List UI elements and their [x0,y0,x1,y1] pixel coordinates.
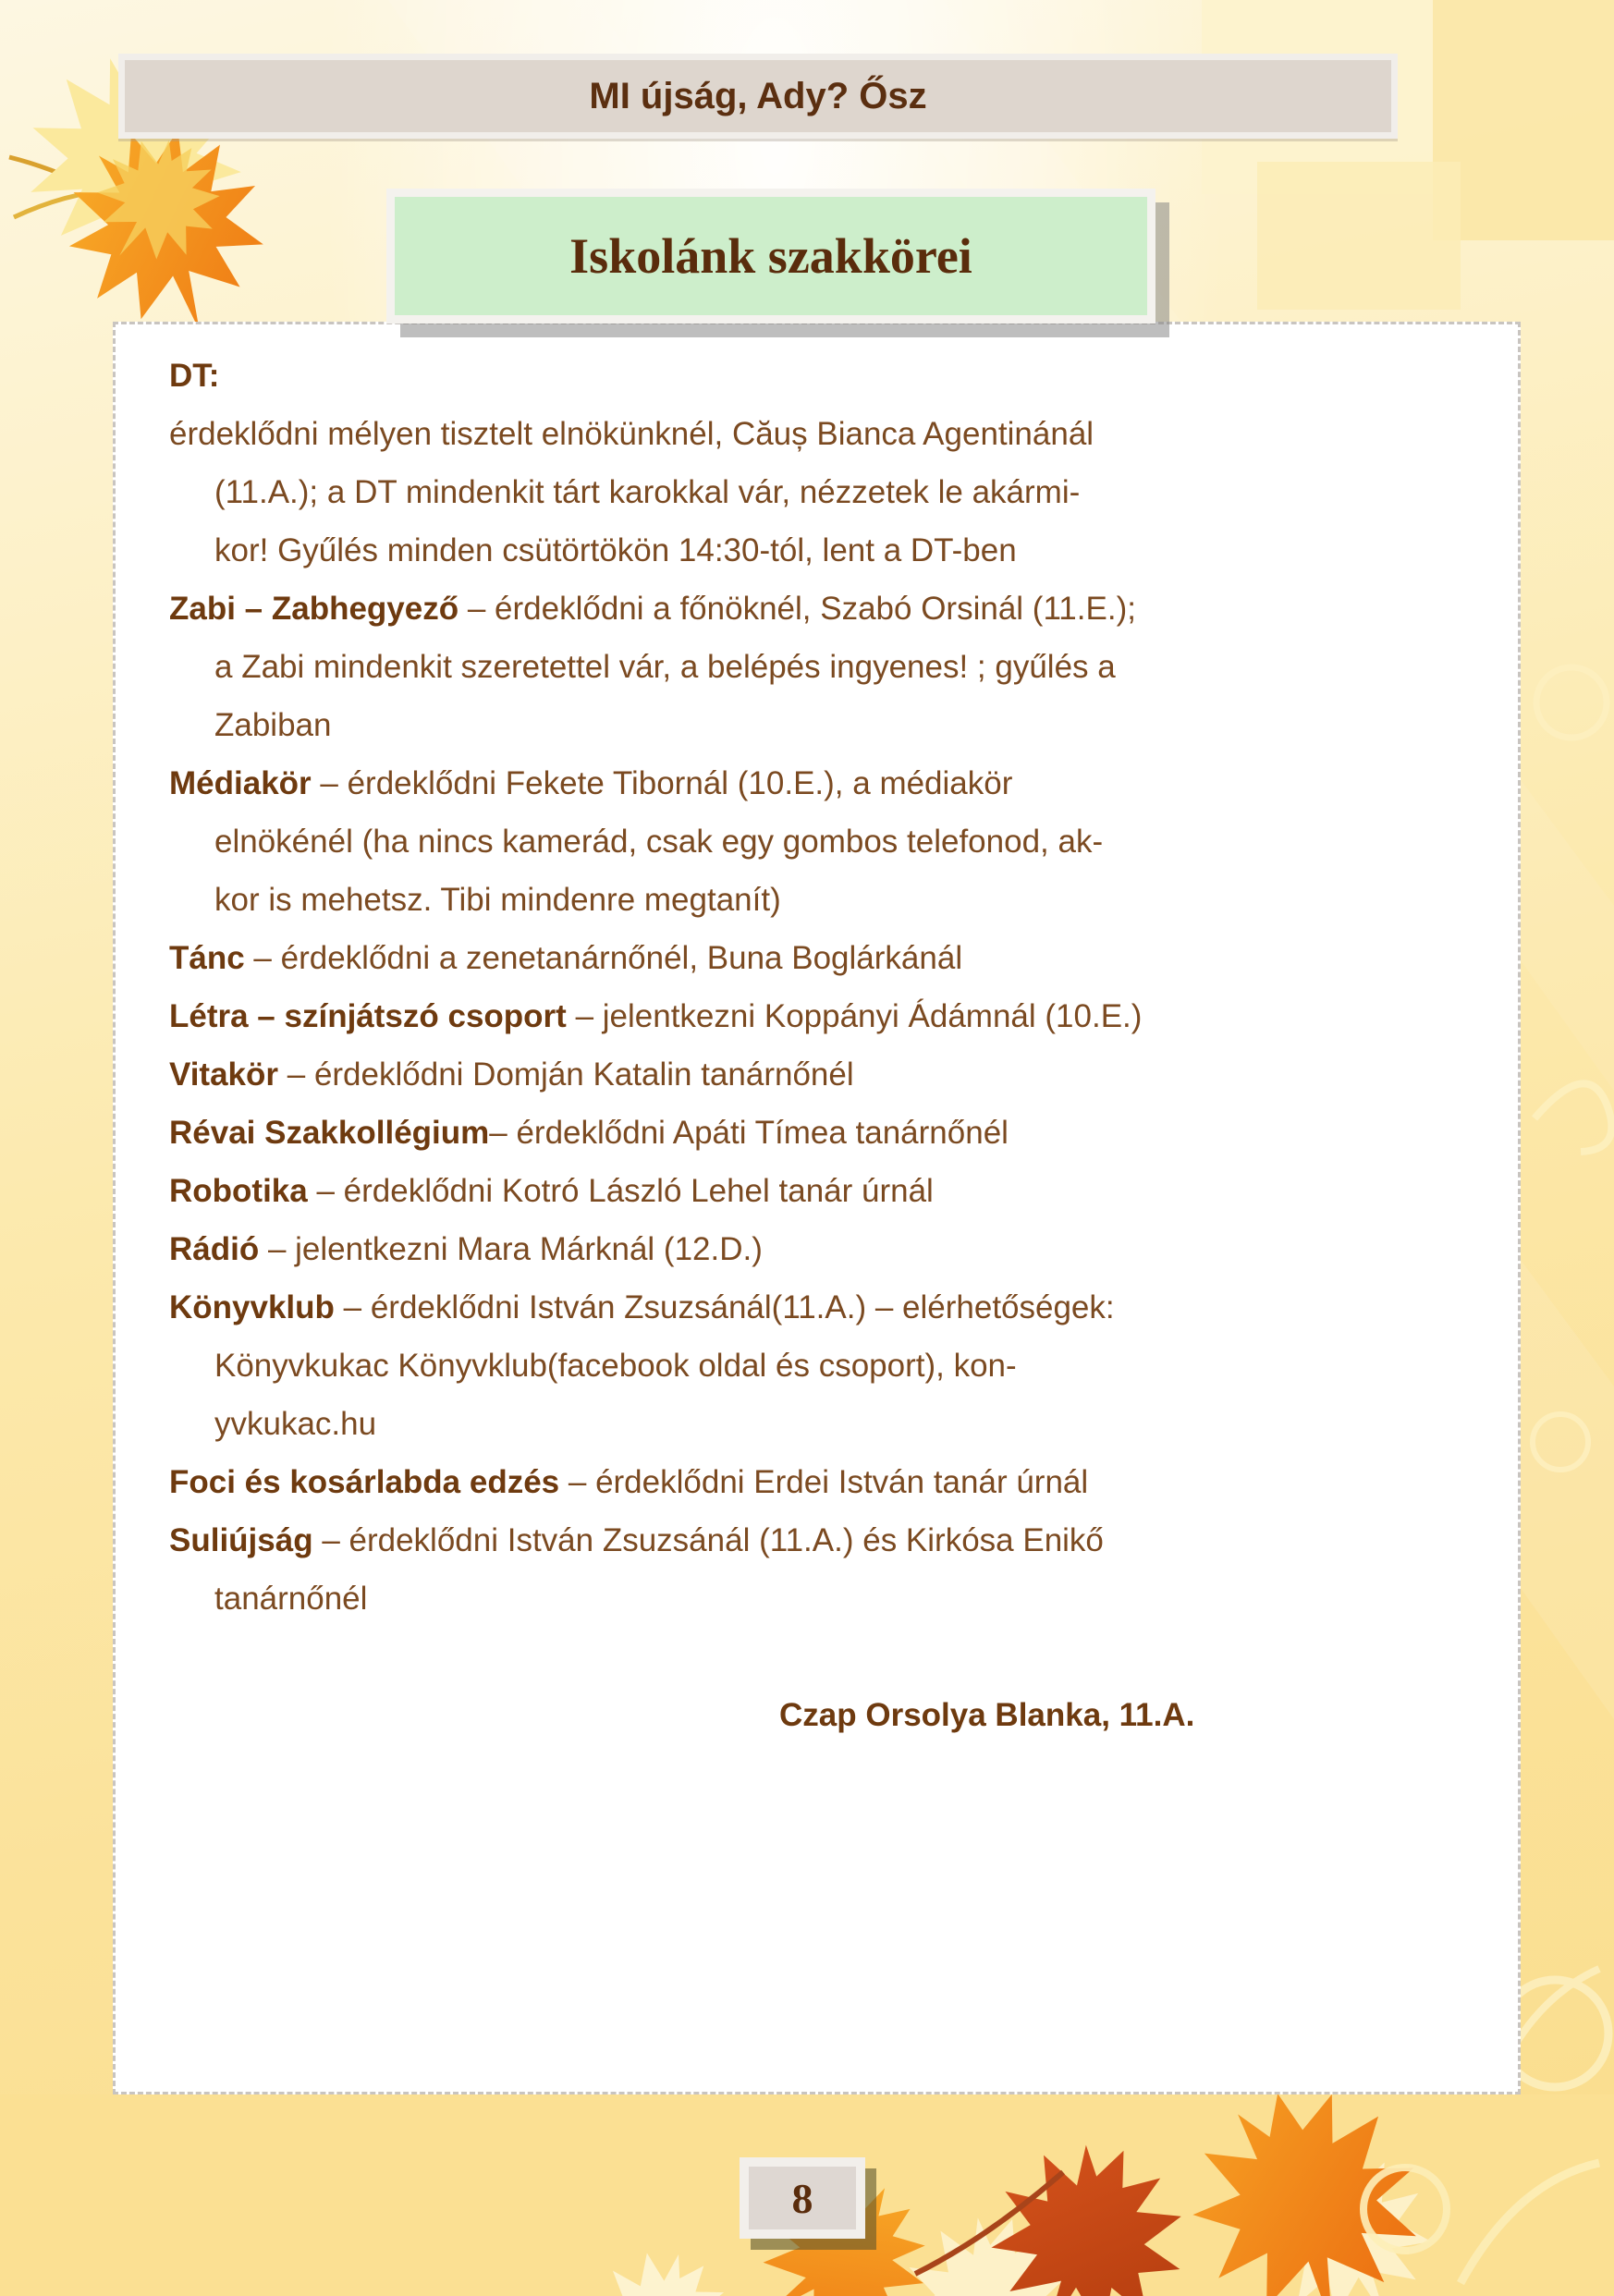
club-name: DT: [169,358,220,394]
text-line [169,1569,1194,1628]
text-line [169,1453,1194,1511]
club-name: Zabi – Zabhegyező [169,591,468,627]
page-header [118,54,1398,139]
club-info: Zabiban [214,707,332,743]
club-name: Révai Szakkollégium [169,1115,490,1151]
club-name: Médiakör [169,765,321,801]
text-line [169,463,1194,521]
club-info: – érdeklődni Domján Katalin tanárnőnél [287,1056,854,1093]
text-line [169,871,1194,929]
club-info: – jelentkezni Koppányi Ádámnál (10.E.) [575,998,1143,1034]
content-box [113,322,1521,2094]
club-info: – érdeklődni Erdei István tanár úrnál [568,1464,1089,1500]
club-info: a Zabi mindenkit szeretettel vár, a belépés ingyenes! ; gyűlés a [214,649,1116,685]
club-info: – érdeklődni a zenetanárnőnél, Buna Boglárkánál [253,940,963,976]
text-line [169,1511,1194,1569]
text-line [169,521,1194,580]
club-info: elnökénél (ha nincs kamerád, csak egy gombos telefonod, ak- [214,824,1104,860]
club-info: – érdeklődni Kotró László Lehel tanár úrnál [316,1173,934,1209]
text-line [169,1045,1194,1104]
club-name: Könyvklub [169,1289,344,1325]
text-line [169,1395,1194,1453]
section-title-box [386,189,1155,324]
club-info: – érdeklődni István Zsuzsánál(11.A.) – elérhetőségek: [343,1289,1115,1325]
club-info: tanárnőnél [214,1581,368,1617]
club-info: – jelentkezni Mara Márknál (12.D.) [267,1231,763,1267]
text-line [169,812,1194,871]
text-line [169,347,1194,405]
club-name: Foci és kosárlabda edzés [169,1464,569,1500]
text-line [169,405,1194,463]
club-info: – érdeklődni István Zsuzsánál (11.A.) és Kirkósa Enikő [322,1522,1104,1558]
club-name: Suliújság [169,1522,323,1558]
club-info: kor! Gyűlés minden csütörtökön 14:30-tól, lent a DT-ben [214,532,1017,568]
text-line [169,929,1194,987]
club-info: kor is mehetsz. Tibi mindenre megtanít) [214,882,781,918]
page-number: 8 [791,2174,813,2222]
page-number-box [740,2157,865,2239]
page-header-title: MI újság, Ady? Ősz [589,75,927,116]
club-name: Vitakör [169,1056,287,1093]
club-info: Könyvkukac Könyvklub(facebook oldal és csoport), kon- [214,1348,1017,1384]
club-info: yvkukac.hu [214,1406,377,1442]
club-name: Robotika [169,1173,317,1209]
club-info: – érdeklődni Apáti Tímea tanárnőnél [489,1115,1009,1151]
club-info: – érdeklődni Fekete Tibornál (10.E.), a médiakör [320,765,1013,801]
signature: Czap Orsolya Blanka, 11.A. [779,1697,1195,1733]
text-line [169,987,1194,1045]
section-title: Iskolánk szakkörei [569,228,972,284]
club-name: Rádió [169,1231,268,1267]
club-list [169,347,1194,1744]
text-line [169,1337,1194,1395]
club-name: Létra – színjátszó csoport [169,998,576,1034]
text-line [169,1162,1194,1220]
club-info: érdeklődni mélyen tisztelt elnökünknél, Căuș Bianca Agentinánál [169,416,1094,452]
text-line [169,1104,1194,1162]
text-line [169,580,1194,638]
club-info: (11.A.); a DT mindenkit tárt karokkal vár, nézzetek le akármi- [214,474,1081,510]
text-line [169,638,1194,696]
text-line [169,1278,1194,1337]
text-line [169,1220,1194,1278]
text-line [169,696,1194,754]
club-info: – érdeklődni a főnöknél, Szabó Orsinál (11.E.); [467,591,1136,627]
text-line [169,754,1194,812]
club-name: Tánc [169,940,254,976]
